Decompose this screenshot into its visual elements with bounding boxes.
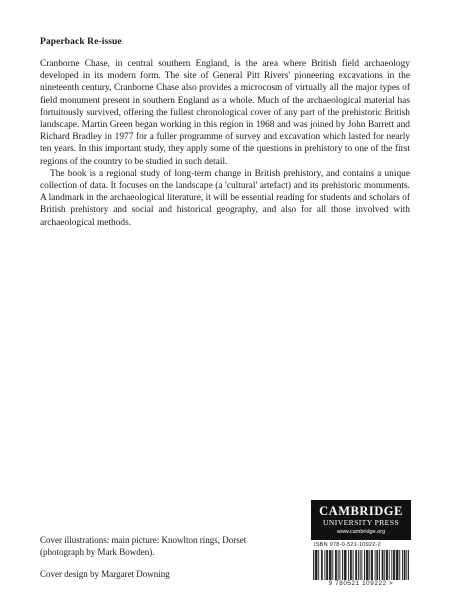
barcode-bar <box>329 550 330 580</box>
barcode-bar <box>322 550 323 580</box>
barcode-bar <box>336 550 337 580</box>
barcode-bar <box>358 550 359 580</box>
barcode-bar <box>399 550 400 580</box>
blurb-text <box>40 58 410 229</box>
barcode-bar <box>394 550 395 580</box>
barcode-bar <box>402 550 403 580</box>
barcode-bar <box>344 550 345 580</box>
barcode-bar <box>368 550 369 580</box>
barcode-bar <box>351 550 352 580</box>
publisher-name: CAMBRIDGE <box>319 504 403 518</box>
barcode-bar <box>345 550 346 580</box>
reissue-heading: Paperback Re-issue <box>40 37 122 47</box>
barcode-bar <box>335 550 336 580</box>
publisher-logo <box>311 500 411 540</box>
barcode-bar <box>384 550 385 580</box>
barcode-bar <box>372 550 373 580</box>
barcode-bar <box>321 550 322 580</box>
barcode-bar <box>355 550 356 580</box>
barcode-bar <box>408 550 409 580</box>
barcode-bar <box>361 550 362 580</box>
barcode-bar <box>393 550 394 580</box>
barcode-bar <box>360 550 361 580</box>
barcode-bar <box>342 550 343 580</box>
barcode-bar <box>391 550 392 580</box>
barcode-bar <box>318 550 319 580</box>
barcode-bar <box>382 550 383 580</box>
barcode-bar <box>326 550 327 580</box>
barcode-bar <box>396 550 397 580</box>
barcode-bar <box>350 550 351 580</box>
barcode-bar <box>327 550 328 580</box>
barcode-digits: 9 780521 109222 > <box>328 580 394 587</box>
blurb-paragraph-2: The book is a regional study of long-term change in British prehistory, and contains a unique collection of data. It focuses on the landscape (a 'cultural' artefact) and its prehistoric monuments. A landmark in the archaeological literature, it will be essential reading for students and scholars of British prehistory and social and historical geography, and also for all those involved with archaeological methods. <box>40 168 410 228</box>
barcode-bar <box>353 550 354 580</box>
publisher-url: www.cambridge.org <box>336 529 386 535</box>
blurb-paragraph-1: Cranborne Chase, in central southern England, is the area where British field archaeology developed in its modern form. The site of General Pitt Rivers' pioneering excavations in the nineteenth century, Cranborne Chase also provides a microcosm of virtually all the major types of field monument present in southern England as a whole. Much of the archaeological material has fortuitously survived, offering the fullest chronological cover of any part of the prehistoric British landscape. Martin Green began working in this region in 1968 and was joined by John Barrett and Richard Bradley in 1977 for a fuller programme of survey and excavation which lasted for nearly ten years. In this important study, they apply some of the questions in prehistory to one of the first regions of the country to be studied in such detail. <box>40 59 410 167</box>
barcode-bar <box>386 550 387 580</box>
barcode-bar <box>375 550 376 580</box>
isbn-label: ISBN 978-0-521-10922-2 <box>314 542 381 548</box>
barcode-bar <box>338 550 339 580</box>
barcode-bar <box>376 550 377 580</box>
barcode-bar <box>324 550 325 580</box>
barcode-bar <box>339 550 340 580</box>
publisher-block <box>311 500 411 588</box>
barcode-bar <box>389 550 390 580</box>
publisher-subname: UNIVERSITY PRESS <box>323 518 399 527</box>
cover-design-credit: Cover design by Margaret Downing <box>40 569 170 579</box>
barcode-bar <box>356 550 357 580</box>
barcode-bar <box>383 550 384 580</box>
barcode-bar <box>369 550 370 580</box>
barcode-bar <box>348 550 349 580</box>
barcode-bar <box>316 550 317 580</box>
barcode-bar <box>367 550 368 580</box>
barcode-bar <box>346 550 347 580</box>
barcode-bar <box>405 550 406 580</box>
barcode-bar <box>313 550 314 580</box>
barcode-bar <box>404 550 405 580</box>
barcode-bar <box>332 550 333 580</box>
barcode-bar <box>371 550 372 580</box>
barcode-bar <box>366 550 367 580</box>
cover-credits <box>40 535 260 581</box>
barcode-icon <box>311 550 411 580</box>
barcode-bar <box>331 550 332 580</box>
barcode-bar <box>364 550 365 580</box>
barcode-bar <box>397 550 398 580</box>
barcode-bar <box>406 550 407 580</box>
cover-illustrations-credit: Cover illustrations: main picture: Knowlton rings, Dorset (photograph by Mark Bowden). <box>40 535 247 557</box>
barcode-bar <box>315 550 316 580</box>
barcode-bar <box>379 550 380 580</box>
barcode-bar <box>317 550 318 580</box>
barcode-bar <box>330 550 331 580</box>
barcode-bar <box>398 550 399 580</box>
barcode-bar <box>377 550 378 580</box>
barcode-bar <box>387 550 388 580</box>
